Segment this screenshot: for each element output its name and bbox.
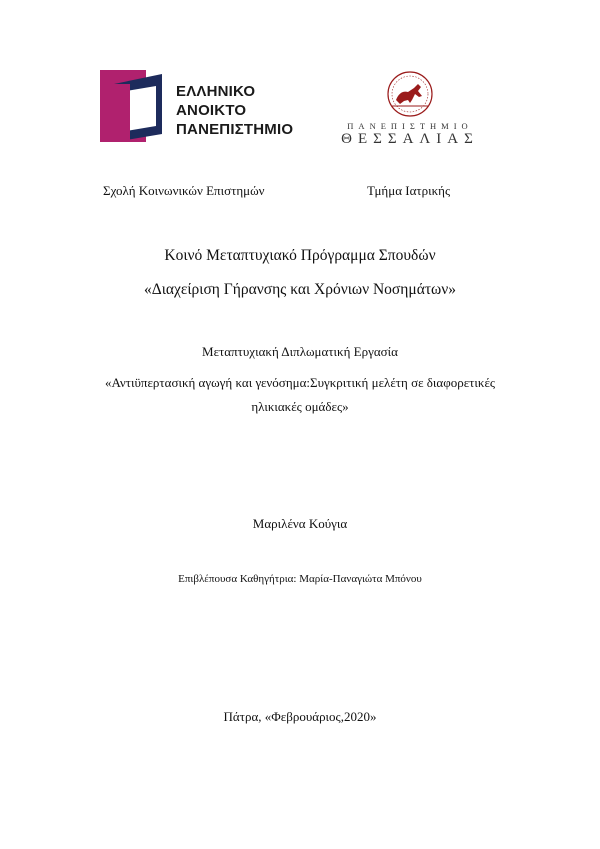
logo-text-line1: ΕΛΛΗΝΙΚΟ xyxy=(176,83,256,100)
logo-text-line3: ΠΑΝΕΠΙΣΤΗΜΙΟ xyxy=(176,121,294,138)
logo-text-line2: ΑΝΟΙΚΤΟ xyxy=(176,102,247,119)
thesis-title-line1: «Αντιϋπερτασική αγωγή και γενόσημα:Συγκριτική μελέτη σε διαφορετικές xyxy=(104,375,496,390)
eap-emblem-icon xyxy=(100,70,172,142)
thesis-type: Μεταπτυχιακή Διπλωματική Εργασία xyxy=(202,344,398,359)
program-name: «Διαχείριση Γήρανσης και Χρόνιων Νοσημάτων» xyxy=(143,281,457,298)
hellenic-open-university-logo xyxy=(100,70,294,142)
thessaly-logo-line2: ΘΕΣΣΑΛΙΑΣ xyxy=(341,131,479,147)
place-date: Πάτρα, «Φεβρουάριος,2020» xyxy=(223,709,377,724)
department-name: Τμήμα Ιατρικής xyxy=(367,183,451,198)
university-of-thessaly-logo xyxy=(330,70,490,148)
thessaly-logo-line1: ΠΑΝΕΠΙΣΤΗΜΙΟ xyxy=(347,121,473,131)
supervisor: Επιβλέπουσα Καθηγήτρια: Μαρία-Παναγιώτα Μπόνου xyxy=(178,573,422,585)
thesis-title-line2: ηλικιακές ομάδες» xyxy=(251,399,349,414)
school-name: Σχολή Κοινωνικών Επιστημών xyxy=(103,183,265,198)
thessaly-seal-icon xyxy=(378,70,442,118)
author-name: Μαριλένα Κούγια xyxy=(252,516,348,531)
program-title: Κοινό Μεταπτυχιακό Πρόγραμμα Σπουδών xyxy=(164,247,436,264)
